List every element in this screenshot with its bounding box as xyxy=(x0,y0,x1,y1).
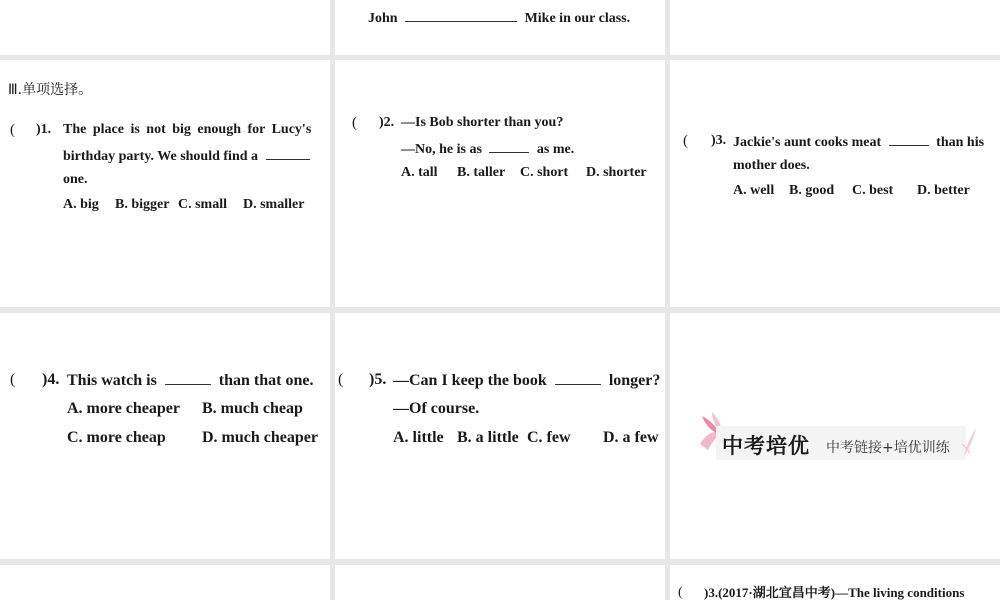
q3-number: )3. xyxy=(711,133,727,148)
q5-line-1-start: —Can I keep the book xyxy=(393,372,547,389)
fill-line-end: Mike in our class. xyxy=(524,11,631,26)
q5-option-b[interactable]: B. a little xyxy=(457,429,519,446)
panel-q1 xyxy=(0,60,330,307)
panel-q5 xyxy=(335,313,665,559)
q5-number: )5. xyxy=(369,371,387,388)
panel-q2 xyxy=(335,60,665,307)
zhongkao-badge xyxy=(692,410,982,466)
q2-line-2-start: —No, he is as xyxy=(401,142,482,157)
panel-bottom-middle xyxy=(335,565,665,600)
q1-paren: ( xyxy=(10,122,15,138)
badge-title: 中考培优 xyxy=(722,434,810,458)
q5-paren: ( xyxy=(338,371,344,388)
leaf-icon xyxy=(960,424,980,458)
q1-option-c[interactable]: C. small xyxy=(178,197,227,212)
panel-top-right xyxy=(670,0,1000,55)
q1-answer-blank xyxy=(266,145,310,160)
q1-option-a[interactable]: A. big xyxy=(63,197,99,212)
q5-option-a[interactable]: A. little xyxy=(393,429,444,446)
q4-line-1-end: than that one. xyxy=(218,372,314,389)
panel-top-left xyxy=(0,0,330,55)
q-bottom-text: )3.(2017·湖北宜昌中考)—The living conditions xyxy=(704,585,965,600)
q4-paren: ( xyxy=(10,371,16,388)
q4-option-d[interactable]: D. much cheaper xyxy=(202,429,318,446)
q2-line-2-end: as me. xyxy=(536,142,575,157)
q3-line-1-start: Jackie's aunt cooks meat xyxy=(733,135,882,150)
q5-line-2: —Of course. xyxy=(393,400,480,417)
q5-option-d[interactable]: D. a few xyxy=(603,429,659,446)
q3-option-c[interactable]: C. best xyxy=(852,183,894,198)
fill-line xyxy=(368,7,630,29)
q4-line-1-start: This watch is xyxy=(67,372,157,389)
panel-q3 xyxy=(670,60,1000,307)
q4-option-a[interactable]: A. more cheaper xyxy=(67,400,180,417)
panel-bottom-right xyxy=(670,565,1000,600)
q2-option-d[interactable]: D. shorter xyxy=(586,165,647,180)
section-heading: Ⅲ.单项选择。 xyxy=(8,82,93,98)
q1-line-3: one. xyxy=(63,172,88,187)
q2-paren: ( xyxy=(352,115,357,131)
q4-option-c[interactable]: C. more cheap xyxy=(67,429,166,446)
q2-number: )2. xyxy=(379,115,395,130)
q5-line-1 xyxy=(393,370,660,391)
answer-blank xyxy=(405,7,517,22)
panel-top-middle xyxy=(335,0,665,55)
q3-option-d[interactable]: D. better xyxy=(917,183,970,198)
q2-line-1: —Is Bob shorter than you? xyxy=(401,115,564,130)
q2-option-c[interactable]: C. short xyxy=(520,165,569,180)
q2-option-b[interactable]: B. taller xyxy=(457,165,506,180)
q2-answer-blank xyxy=(489,138,529,153)
q3-line-1-end: than his xyxy=(936,135,985,150)
q2-option-a[interactable]: A. tall xyxy=(401,165,438,180)
panel-q4 xyxy=(0,313,330,559)
fill-line-start: John xyxy=(368,11,398,26)
panel-bottom-left xyxy=(0,565,330,600)
q1-number: )1. xyxy=(36,122,52,137)
q5-line-1-end: longer? xyxy=(608,372,661,389)
q3-paren: ( xyxy=(683,133,688,149)
q1-line-2 xyxy=(63,145,314,167)
q4-line-1 xyxy=(67,370,313,391)
q3-option-b[interactable]: B. good xyxy=(789,183,835,198)
badge-subtitle: 中考链接+培优训练 xyxy=(826,440,950,456)
q3-line-1 xyxy=(733,131,984,153)
q1-option-d[interactable]: D. smaller xyxy=(243,197,305,212)
q2-line-2 xyxy=(401,138,574,160)
q1-line-1: The place is not big enough for Lucy's xyxy=(63,122,312,137)
q1-line-2-text: birthday party. We should find a xyxy=(63,149,259,164)
q1-option-b[interactable]: B. bigger xyxy=(115,197,170,212)
q4-number: )4. xyxy=(42,371,60,388)
q4-answer-blank xyxy=(165,370,211,385)
q-bottom-paren: ( xyxy=(678,585,683,600)
q3-answer-blank xyxy=(889,131,929,146)
q3-line-2: mother does. xyxy=(733,158,810,173)
q5-option-c[interactable]: C. few xyxy=(527,429,571,446)
q4-option-b[interactable]: B. much cheap xyxy=(202,400,303,417)
q3-option-a[interactable]: A. well xyxy=(733,183,775,198)
q5-answer-blank xyxy=(555,370,601,385)
